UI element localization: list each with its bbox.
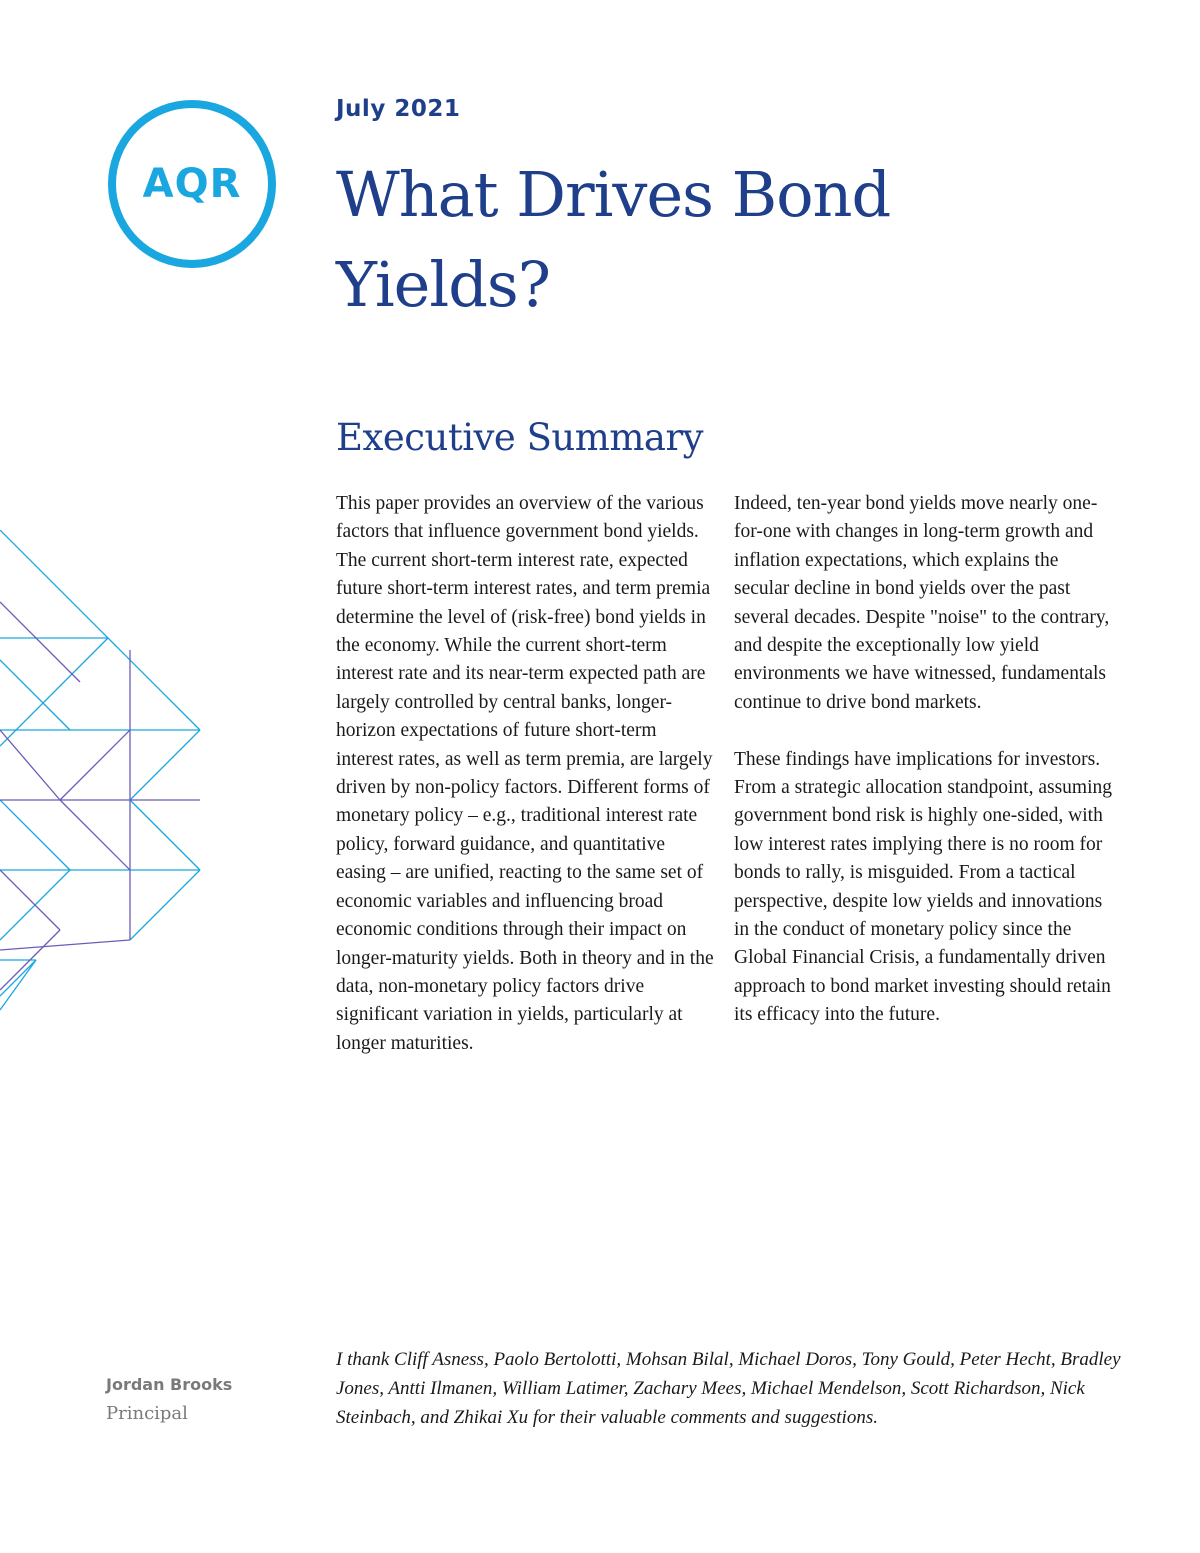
publication-date: July 2021 — [336, 96, 461, 122]
author-role: Principal — [106, 1403, 188, 1424]
acknowledgment: I thank Cliff Asness, Paolo Bertolotti, Mohsan Bilal, Michael Doros, Tony Gould, Peter Hecht, Bradley Jones, Antti Ilmanen, William Latimer, Zachary Mees, Michael Mendelson, Scott Richardson, Nick Steinbach, and Zhikai Xu for their valuable comments and suggestions. — [336, 1349, 1121, 1428]
paragraph: This paper provides an overview of the various factors that influence government bond yields. The current short-term interest rate, expected future short-term interest rates, and term premia determine the level of (risk-free) bond yields in the economy. While the current short-term interest rate and its near-term expected path are largely controlled by central banks, longer-horizon expectations of future short-term interest rates, as well as term premia, are largely driven by non-policy factors. Different forms of monetary policy – e.g., traditional interest rate policy, forward guidance, and quantitative easing – are unified, reacting to the same set of economic variables and influencing broad economic conditions through their impact on longer-maturity yields. Both in theory and in the data, non-monetary policy factors drive significant variation in yields, particularly at longer maturities. — [336, 493, 714, 1054]
aqr-logo — [106, 98, 278, 270]
body-column-right — [734, 490, 1114, 1030]
decorative-line-pattern — [0, 530, 210, 1050]
paragraph: These findings have implications for investors. From a strategic allocation standpoint, assuming government bond risk is highly one-sided, with low interest rates implying there is no room for bonds to rally, is misguided. From a tactical perspective, despite low yields and innovations in the conduct of monetary policy since the Global Financial Crisis, a fundamentally driven approach to bond market investing should retain its efficacy into the future. — [734, 748, 1113, 1026]
body-column-left — [336, 490, 716, 1058]
author-name: Jordan Brooks — [106, 1375, 233, 1394]
section-title: Executive Summary — [336, 416, 704, 459]
svg-text:AQR: AQR — [142, 161, 242, 207]
page-title: What Drives Bond Yields? — [336, 158, 891, 321]
paragraph: Indeed, ten-year bond yields move nearly one-for-one with changes in long-term growth and inflation expectations, which explains the secular decline in bond yields over the past several decades. Despite "noise" to the contrary, and despite the exceptionally low yield environments we have witnessed, fundamentals continue to drive bond markets. — [734, 493, 1110, 713]
